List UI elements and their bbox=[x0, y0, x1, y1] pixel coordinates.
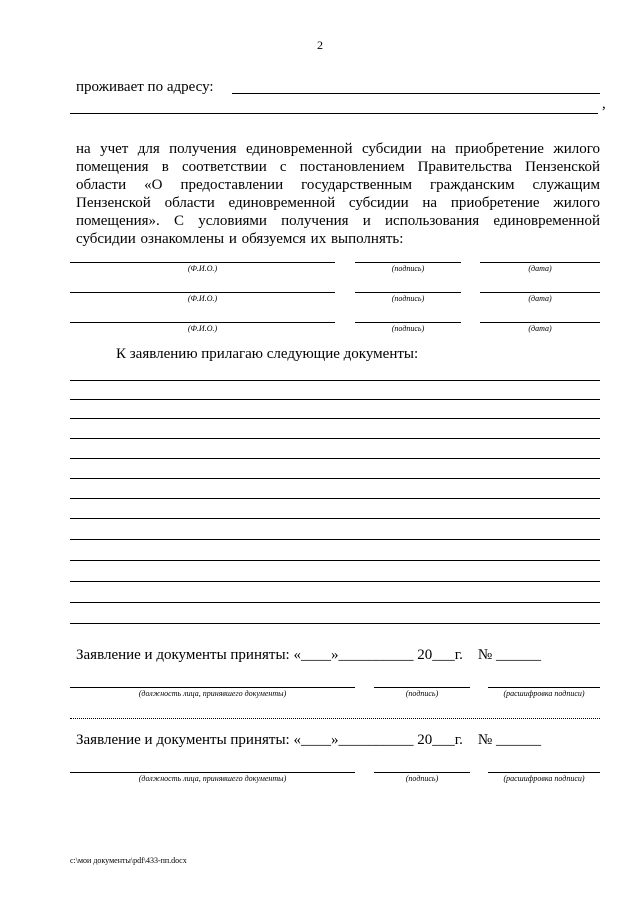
document-line bbox=[70, 623, 600, 624]
sign-line bbox=[355, 262, 461, 263]
position-caption: (должность лица, принявшего документы) bbox=[138, 689, 287, 698]
sign-line bbox=[355, 292, 461, 293]
document-line bbox=[70, 399, 600, 400]
document-line bbox=[70, 498, 600, 499]
sign-caption: (подпись) bbox=[405, 774, 439, 783]
decode-line bbox=[488, 687, 600, 688]
date-caption: (дата) bbox=[528, 294, 552, 303]
sign-caption: (подпись) bbox=[391, 324, 425, 333]
address-line-1 bbox=[232, 93, 600, 94]
document-line bbox=[70, 458, 600, 459]
document-line bbox=[70, 478, 600, 479]
name-caption: (Ф.И.О.) bbox=[187, 324, 218, 333]
document-line bbox=[70, 539, 600, 540]
name-caption: (Ф.И.О.) bbox=[187, 294, 218, 303]
sign-caption: (подпись) bbox=[391, 294, 425, 303]
date-line bbox=[480, 322, 600, 323]
footer-file-path: c:\мои документы\pdf\433-пп.docx bbox=[70, 856, 187, 865]
sign-caption: (подпись) bbox=[391, 264, 425, 273]
position-line bbox=[70, 772, 355, 773]
document-line bbox=[70, 602, 600, 603]
name-line bbox=[70, 292, 335, 293]
acceptance-text: Заявление и документы приняты: «____»__________ 20___г. № ______ bbox=[76, 647, 541, 663]
document-line bbox=[70, 438, 600, 439]
sign-line bbox=[355, 322, 461, 323]
address-comma: , bbox=[602, 96, 606, 112]
document-line bbox=[70, 518, 600, 519]
sign-line bbox=[374, 687, 470, 688]
decode-caption: (расшифровка подписи) bbox=[503, 689, 585, 698]
document-line bbox=[70, 581, 600, 582]
position-line bbox=[70, 687, 355, 688]
cut-line-dotted bbox=[70, 718, 600, 719]
page-number: 2 bbox=[317, 38, 323, 52]
name-caption: (Ф.И.О.) bbox=[187, 264, 218, 273]
decode-line bbox=[488, 772, 600, 773]
document-line bbox=[70, 418, 600, 419]
date-line bbox=[480, 262, 600, 263]
document-line bbox=[70, 380, 600, 381]
date-line bbox=[480, 292, 600, 293]
decode-caption: (расшифровка подписи) bbox=[503, 774, 585, 783]
date-caption: (дата) bbox=[528, 324, 552, 333]
address-line-2 bbox=[70, 113, 598, 114]
date-caption: (дата) bbox=[528, 264, 552, 273]
documents-heading: К заявлению прилагаю следующие документы: bbox=[116, 346, 419, 362]
sign-line bbox=[374, 772, 470, 773]
position-caption: (должность лица, принявшего документы) bbox=[138, 774, 287, 783]
document-line bbox=[70, 560, 600, 561]
acceptance-text: Заявление и документы приняты: «____»__________ 20___г. № ______ bbox=[76, 732, 541, 748]
sign-caption: (подпись) bbox=[405, 689, 439, 698]
name-line bbox=[70, 322, 335, 323]
address-label: проживает по адресу: bbox=[76, 79, 214, 95]
consent-paragraph: на учет для получения единовременной субсидии на приобретение жилого помещения в соответствии с постановлением Правительства Пензенской области «О предоставлении государственным гражданским служащим Пензенской области единовременной субсидии на приобретение жилого помещения». С условиями получения и использования единовременной субсидии ознакомлены и обязуемся их выполнять: bbox=[76, 141, 600, 247]
name-line bbox=[70, 262, 335, 263]
